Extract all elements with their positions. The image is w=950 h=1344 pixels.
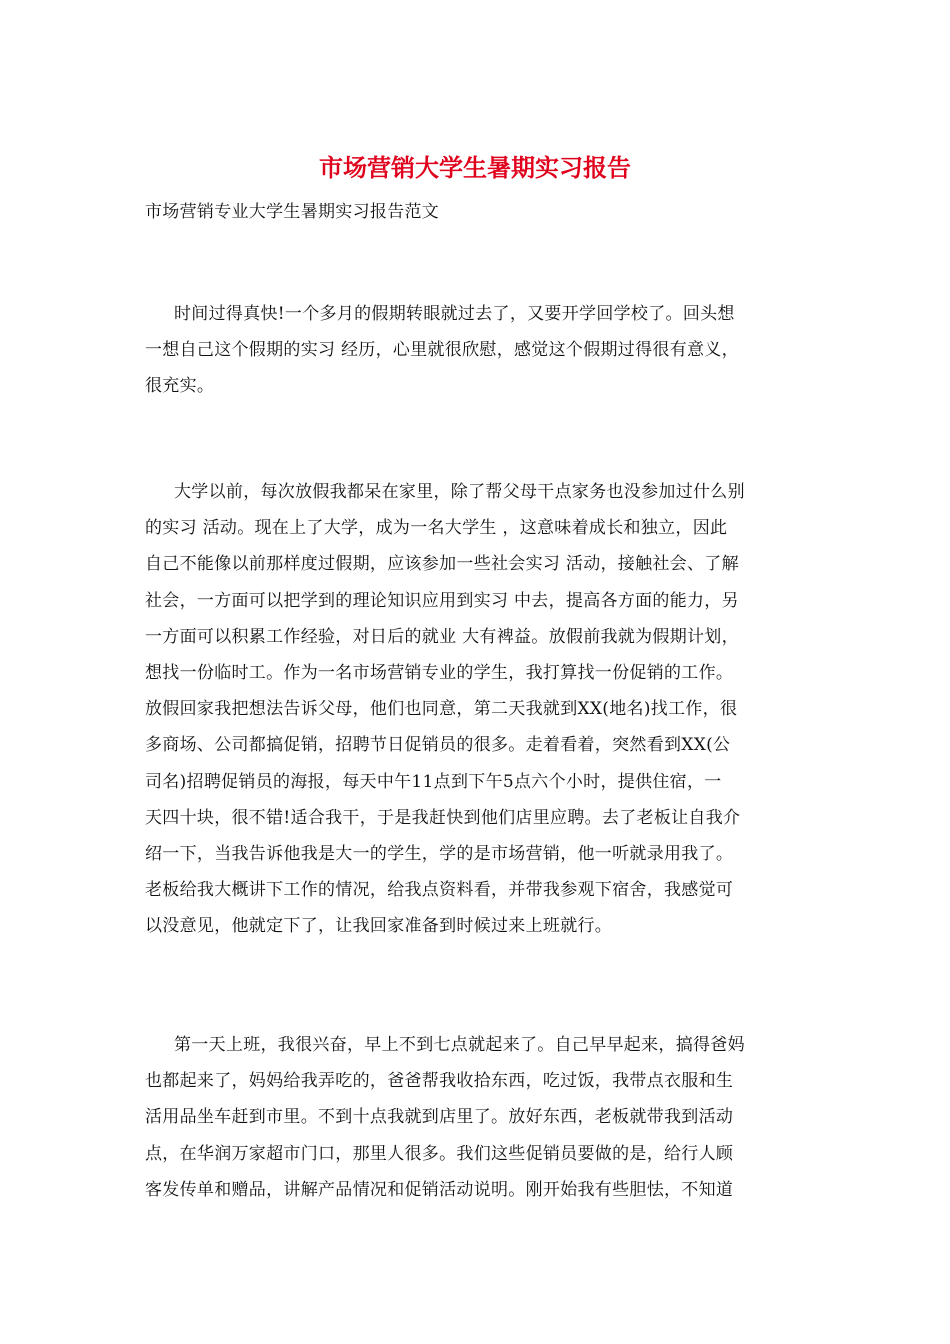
paragraph-line: 大学以前，每次放假我都呆在家里，除了帮父母干点家务也没参加过什么别 — [174, 482, 745, 502]
paragraph-line: 活用品坐车赶到市里。不到十点我就到店里了。放好东西，老板就带我到活动 — [145, 1107, 734, 1128]
paragraph-3 — [145, 1027, 805, 1208]
paragraph-line: 的实习 活动。现在上了大学，成为一名大学生 ，这意味着成长和独立，因此 — [145, 518, 728, 539]
paragraph-line: 社会，一方面可以把学到的理论知识应用到实习 中去，提高各方面的能力，另 — [145, 590, 739, 611]
paragraph-line: 客发传单和赠品，讲解产品情况和促销活动说明。刚开始我有些胆怯，不知道 — [145, 1179, 734, 1200]
paragraph-line: 很充实。 — [145, 376, 215, 397]
document-subtitle: 市场营销专业大学生暑期实习报告范文 — [145, 202, 440, 222]
paragraph-2 — [145, 474, 805, 944]
paragraph-line: 天四十块，很不错!适合我干，于是我赶快到他们店里应聘。去了老板让自我介 — [145, 807, 741, 828]
paragraph-line: 多商场、公司都搞促销，招聘节日促销员的很多。走着看着，突然看到XX(公 — [145, 735, 731, 756]
paragraph-line: 一方面可以积累工作经验，对日后的就业 大有裨益。放假前我就为假期计划， — [145, 626, 739, 647]
paragraph-line: 一想自己这个假期的实习 经历，心里就很欣慰，感觉这个假期过得很有意义， — [145, 340, 739, 361]
paragraph-line: 以没意见，他就定下了，让我回家准备到时候过来上班就行。 — [145, 916, 613, 937]
paragraph-line: 司名)招聘促销员的海报，每天中午11点到下午5点六个小时，提供住宿，一 — [145, 771, 722, 792]
paragraph-line: 点，在华润万家超市门口，那里人很多。我们这些促销员要做的是，给行人顾 — [145, 1143, 734, 1164]
paragraph-1 — [145, 296, 805, 405]
paragraph-line: 时间过得真快!一个多月的假期转眼就过去了，又要开学回学校了。回头想 — [174, 304, 735, 324]
document-title: 市场营销大学生暑期实习报告 — [319, 153, 631, 182]
paragraph-line: 第一天上班，我很兴奋，早上不到七点就起来了。自己早早起来，搞得爸妈 — [174, 1035, 745, 1055]
paragraph-line: 自己不能像以前那样度过假期，应该参加一些社会实习 活动，接触社会、了解 — [145, 554, 739, 575]
paragraph-line: 放假回家我把想法告诉父母，他们也同意，第二天我就到XX(地名)找工作，很 — [145, 699, 738, 720]
paragraph-line: 绍一下，当我告诉他我是大一的学生，学的是市场营销，他一听就录用我了。 — [145, 843, 734, 864]
paragraph-line: 也都起来了，妈妈给我弄吃的，爸爸帮我收拾东西，吃过饭，我带点衣服和生 — [145, 1071, 734, 1092]
paragraph-line: 老板给我大概讲下工作的情况，给我点资料看，并带我参观下宿舍，我感觉可 — [145, 880, 734, 901]
paragraph-line: 想找一份临时工。作为一名市场营销专业的学生，我打算找一份促销的工作。 — [145, 662, 734, 683]
